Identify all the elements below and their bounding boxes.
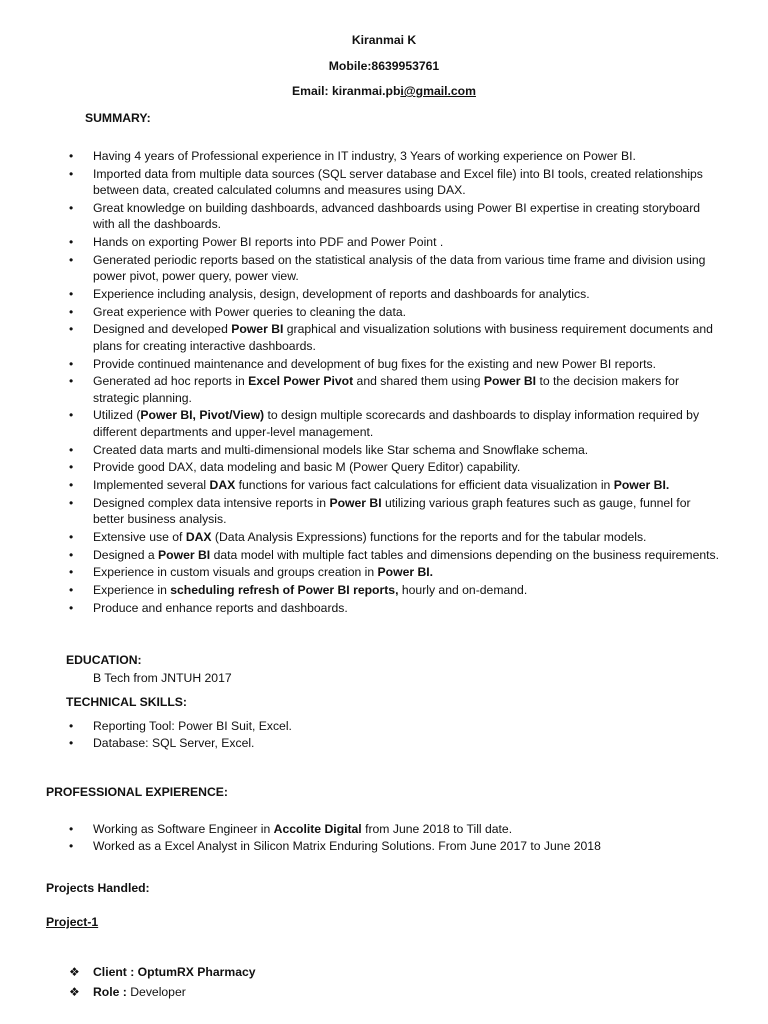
list-item [93, 600, 725, 617]
text-segment: Hands on exporting Power BI reports into PDF and Power Point . [93, 235, 444, 250]
text-segment: Designed and developed [93, 322, 232, 337]
text-segment: Worked as a Excel Analyst in Silicon Matrix Enduring Solutions. From June 2017 to June 2018 [93, 838, 601, 853]
bold-text: Role : [93, 984, 131, 999]
list-item [93, 838, 713, 855]
list-item [93, 234, 725, 251]
text-segment: Experience in custom visuals and groups creation in [93, 565, 378, 580]
text-segment: Extensive use of [93, 529, 186, 544]
text-segment: to design multiple scorecards and dashboards to display information required by different departments and upper-level management. [93, 408, 700, 439]
bold-text: DAX [185, 529, 212, 544]
summary-heading: SUMMARY: [85, 111, 151, 125]
text-segment: Generated periodic reports based on the statistical analysis of the data from various time frame and division using power pivot, power query, power view. [93, 252, 706, 284]
list-item [93, 718, 693, 735]
experience-list [93, 821, 713, 854]
text-segment: Provide good DAX, data modeling and basic M (Power Query Editor) capability. [93, 460, 521, 475]
list-item [93, 477, 725, 494]
bold-text: scheduling refresh of Power BI reports, [170, 582, 399, 597]
projects-heading: Projects Handled: [46, 881, 150, 895]
text-segment: Great knowledge on building dashboards, advanced dashboards using Power BI expertise in creating storyboard with all the dashboards. [93, 200, 701, 232]
text-segment: to the decision makers for strategic planning. [93, 374, 680, 405]
education-detail: B Tech from JNTUH 2017 [93, 671, 232, 685]
text-segment: hourly and on-demand. [398, 582, 528, 597]
email-line [0, 84, 768, 98]
text-segment: Designed a [93, 547, 159, 562]
mobile-line: Mobile:8639953761 [328, 59, 440, 73]
project-title: Project-1 [46, 915, 99, 929]
text-segment: Experience including analysis, design, development of reports and dashboards for analytics. [93, 286, 590, 301]
list-item [93, 373, 725, 406]
list-item [93, 304, 725, 321]
bold-text: Client : OptumRX Pharmacy [93, 965, 256, 979]
list-item [93, 547, 725, 564]
list-item [93, 564, 725, 581]
text-segment: Implemented several [93, 477, 210, 492]
bold-text: DAX [209, 477, 236, 492]
text-segment: Database: SQL Server, Excel. [93, 735, 255, 750]
bold-text: Power BI. [613, 477, 670, 492]
bold-text: Excel Power Pivot [248, 374, 354, 389]
text-segment: Working as Software Engineer in [93, 822, 274, 836]
text-segment: utilizing various graph features such as gauge, funnel for better business analysis. [93, 495, 691, 527]
list-item [93, 963, 256, 983]
list-item [93, 166, 725, 199]
text-segment: Provide continued maintenance and development of bug fixes for the existing and new Power BI reports. [93, 356, 656, 371]
list-item [93, 821, 713, 838]
project-details-list [93, 963, 256, 1002]
list-item [93, 148, 725, 165]
summary-list [93, 148, 725, 617]
bold-text: Accolite Digital [273, 822, 362, 836]
text-segment: Designed complex data intensive reports in [93, 495, 330, 510]
text-segment: Developer [130, 984, 186, 999]
email-label: Email: kiranmai.pb [292, 84, 401, 98]
text-segment: Reporting Tool: Power BI Suit, Excel. [93, 719, 292, 733]
list-item [93, 582, 725, 599]
list-item [93, 252, 725, 285]
education-heading: EDUCATION: [66, 653, 142, 667]
candidate-name: Kiranmai K [351, 33, 417, 47]
list-item [93, 286, 725, 303]
bold-text: Power BI [231, 322, 284, 337]
email-link[interactable]: i@gmail.com [400, 84, 476, 98]
bold-text: Power BI [158, 547, 211, 562]
list-item [93, 983, 256, 1003]
text-segment: Great experience with Power queries to cleaning the data. [93, 304, 406, 319]
text-segment: Generated ad hoc reports in [93, 374, 249, 389]
bold-text: Power BI [329, 495, 382, 510]
bold-text: Power BI, Pivot/View) [140, 408, 265, 423]
text-segment: Produce and enhance reports and dashboards. [93, 600, 348, 615]
text-segment: Utilized ( [93, 408, 141, 423]
text-segment: from June 2018 to Till date. [361, 822, 513, 836]
skills-list [93, 718, 693, 751]
text-segment: Having 4 years of Professional experience in IT industry, 3 Years of working experience on Power BI. [93, 149, 636, 163]
list-item [93, 459, 725, 476]
list-item [93, 529, 725, 546]
bold-text: Power BI [483, 374, 537, 389]
experience-heading: PROFESSIONAL EXPIERENCE: [46, 785, 228, 799]
bold-text: Power BI. [377, 565, 434, 580]
text-segment: (Data Analysis Expressions) functions for the reports and for the tabular models. [211, 529, 647, 544]
text-segment: Imported data from multiple data sources (SQL server database and Excel file) into BI tools, created relationships between data, created calculated columns and measures using DAX. [93, 166, 703, 198]
text-segment: and shared them using [353, 374, 484, 389]
list-item [93, 495, 725, 528]
text-segment: functions for various fact calculations for efficient data visualization in [235, 477, 614, 492]
list-item [93, 407, 725, 440]
list-item [93, 200, 725, 233]
text-segment: Experience in [93, 582, 171, 597]
list-item [93, 356, 725, 373]
list-item [93, 735, 693, 752]
text-segment: graphical and visualization solutions with business requirement documents and plans for creating interactive dashboards. [93, 322, 713, 353]
list-item [93, 321, 725, 354]
skills-heading: TECHNICAL SKILLS: [66, 695, 187, 709]
text-segment: data model with multiple fact tables and dimensions depending on the business requirements. [210, 547, 719, 562]
list-item [93, 442, 725, 459]
text-segment: Created data marts and multi-dimensional models like Star schema and Snowflake schema. [93, 442, 589, 457]
